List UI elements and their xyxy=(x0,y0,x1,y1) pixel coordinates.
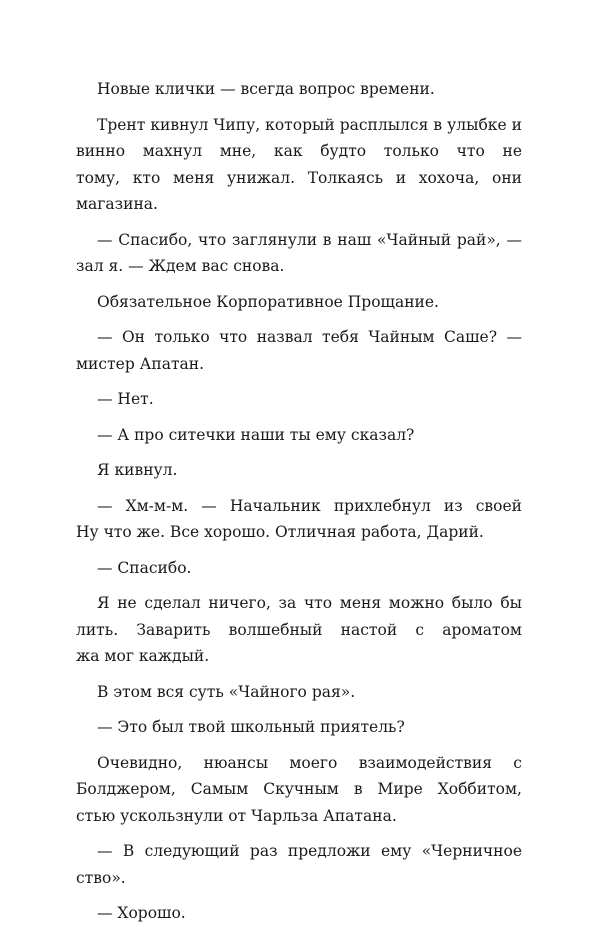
text-line: — Нет. xyxy=(97,390,154,408)
text-line: — Хм-м-м. — Начальник прихлебнул из своей xyxy=(97,496,522,515)
text-line: Обязательное Корпоративное Прощание. xyxy=(97,292,439,311)
text-line: ство». xyxy=(76,868,126,887)
text-line: — Это был твой школьный приятель? xyxy=(97,718,405,736)
text-line: — В следующий раз предложи ему «Черничное xyxy=(97,842,522,860)
text-line: — А про ситечки наши ты ему сказал? xyxy=(97,425,415,444)
paragraph-12 xyxy=(76,679,522,706)
paragraph-4 xyxy=(76,289,522,316)
text-line: Новые клички — всегда вопрос времени. xyxy=(97,80,435,98)
paragraph-8 xyxy=(76,457,522,484)
paragraph-1 xyxy=(76,76,522,103)
paragraph-14 xyxy=(76,750,522,830)
paragraph-11 xyxy=(76,590,522,670)
paragraph-6 xyxy=(76,386,522,413)
paragraph-13 xyxy=(76,714,522,741)
text-line: — Хорошо. xyxy=(97,904,186,922)
text-line: тому, кто меня унижал. Толкаясь и хохоча, они xyxy=(76,168,522,187)
text-line: зал я. — Ждем вас снова. xyxy=(76,257,285,275)
text-line: жа мог каждый. xyxy=(76,647,210,665)
text-line: Я не сделал ничего, за что меня можно было бы xyxy=(97,594,522,612)
text-line: лить. Заварить волшебный настой с ароматом xyxy=(76,620,522,639)
paragraph-2 xyxy=(76,112,522,218)
text-line: — Спасибо. xyxy=(97,558,192,577)
page-text xyxy=(76,76,522,927)
paragraph-9 xyxy=(76,493,522,546)
text-line: стью ускользнули от Чарльза Апатана. xyxy=(76,806,397,825)
text-line: Ну что же. Все хорошо. Отличная работа, Дарий. xyxy=(76,523,484,541)
paragraph-5 xyxy=(76,324,522,377)
text-line: магазина. xyxy=(76,195,158,213)
text-line: Очевидно, нюансы моего взаимодействия с xyxy=(97,753,522,772)
text-line: Трент кивнул Чипу, который расплылся в улыбке и xyxy=(97,115,522,134)
paragraph-7 xyxy=(76,422,522,449)
paragraph-10 xyxy=(76,555,522,582)
text-line: винно махнул мне, как будто только что не xyxy=(76,142,522,160)
text-line: Я кивнул. xyxy=(97,461,178,479)
text-line: Болджером, Самым Скучным в Мире Хоббитом, xyxy=(76,780,522,798)
text-line: мистер Апатан. xyxy=(76,354,205,373)
text-line: — Спасибо, что заглянули в наш «Чайный рай», — xyxy=(97,230,522,249)
text-line: — Он только что назвал тебя Чайным Саше? — xyxy=(97,328,522,346)
text-line: В этом вся суть «Чайного рая». xyxy=(97,682,356,701)
paragraph-3 xyxy=(76,227,522,280)
paragraph-16 xyxy=(76,900,522,927)
paragraph-15 xyxy=(76,838,522,891)
